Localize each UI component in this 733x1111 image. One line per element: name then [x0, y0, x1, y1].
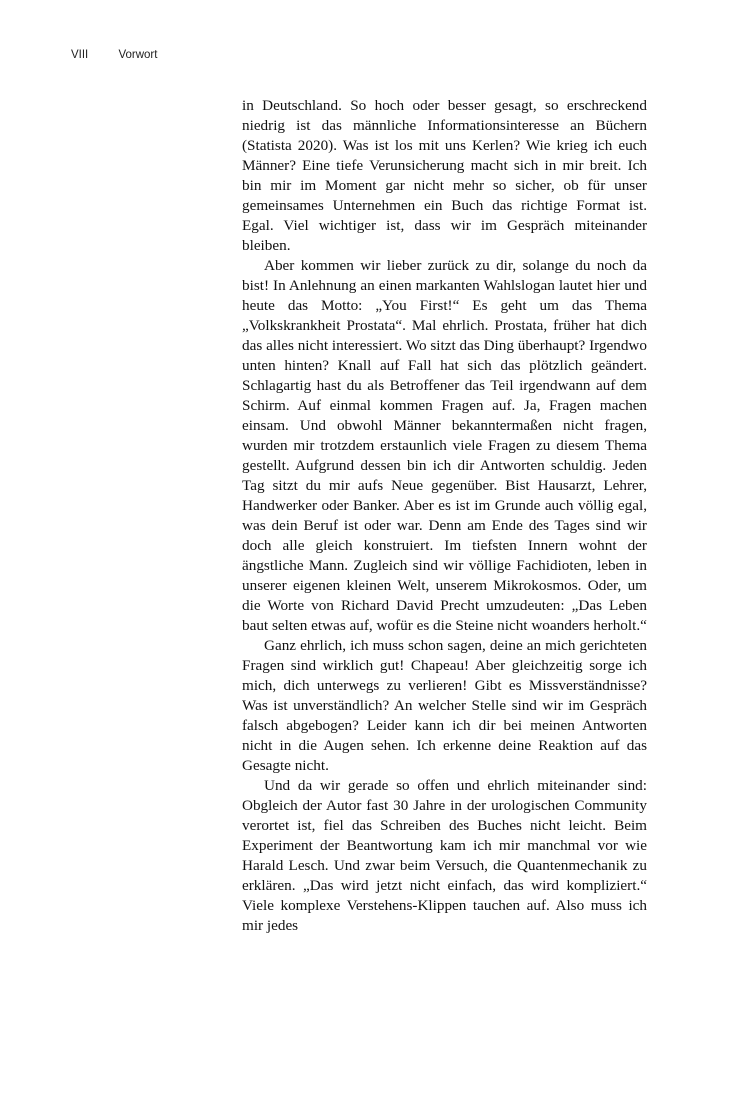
paragraph: Ganz ehrlich, ich muss schon sagen, deine an mich gerichteten Fragen sind wirklich gut! Chapeau! Aber gleichzeitig sorge ich mich, dich unterwegs zu verlieren! Gibt es Missverständnisse? Was ist unverständlich? An welcher Stelle sind wir im Gespräch falsch abgebogen? Leider kann ich dir bei meinen Antworten nicht in die Augen sehen. Ich erkenne deine Reaktion auf das Gesagte nicht. — [242, 637, 647, 774]
paragraph: Aber kommen wir lieber zurück zu dir, solange du noch da bist! In Anlehnung an einen markanten Wahlslogan lautet hier und heute das Motto: „You First!“ Es geht um das Thema „Volkskrankheit Prostata“. Mal ehrlich. Prostata, früher hat dich das alles nicht interessiert. Wo sitzt das Ding überhaupt? Irgendwo unten hinten? Knall auf Fall hat sich das plötzlich geändert. Schlagartig hast du als Betroffener das Teil irgendwann auf dem Schirm. Auf einmal kommen Fragen auf. Ja, Fragen machen einsam. Und obwohl Männer bekanntermaßen nicht fragen, wurden mir trotzdem erstaunlich viele Fragen zu diesem Thema gestellt. Aufgrund dessen bin ich dir Antworten schuldig. Jeden Tag sitzt du mir aufs Neue gegenüber. Bist Hausarzt, Lehrer, Handwerker oder Banker. Aber es ist im Grunde auch völlig egal, was dein Beruf ist oder war. Denn am Ende des Tages sind wir doch alle gleich konstruiert. Im tiefsten Innern wohnt der ängstliche Mann. Zugleich sind wir völlige Fachidioten, leben in unserer eigenen kleinen Welt, unserem Mikrokosmos. Oder, um die Worte von Richard David Precht umzudeuten: „Das Leben baut selten etwas auf, wofür es die Steine nicht woanders herholt.“ — [242, 257, 647, 634]
page-header — [71, 49, 157, 61]
running-title: Vorwort — [118, 49, 158, 61]
page-number: VIII — [71, 49, 89, 61]
paragraph: Und da wir gerade so offen und ehrlich miteinander sind: Obgleich der Autor fast 30 Jahre in der urologischen Community verortet ist, fiel das Schreiben des Buches nicht leicht. Beim Experiment der Beantwortung kam ich mir manchmal vor wie Harald Lesch. Und zwar beim Versuch, die Quantenmechanik zu erklären. „Das wird jetzt nicht einfach, das wird kompliziert.“ Viele komplexe Verstehens-Klippen tauchen auf. Also muss ich mir jedes — [242, 777, 647, 934]
paragraph-continued: in Deutschland. So hoch oder besser gesagt, so erschreckend niedrig ist das männliche Informationsinteresse an Büchern (Statista 2020). Was ist los mit uns Kerlen? Wie krieg ich euch Männer? Eine tiefe Verunsicherung macht sich in mir breit. Ich bin mir im Moment gar nicht mehr so sicher, ob für unser gemeinsames Unternehmen ein Buch das richtige Format ist. Egal. Viel wichtiger ist, dass wir im Gespräch miteinander bleiben. — [242, 97, 647, 254]
body-text — [242, 96, 647, 936]
